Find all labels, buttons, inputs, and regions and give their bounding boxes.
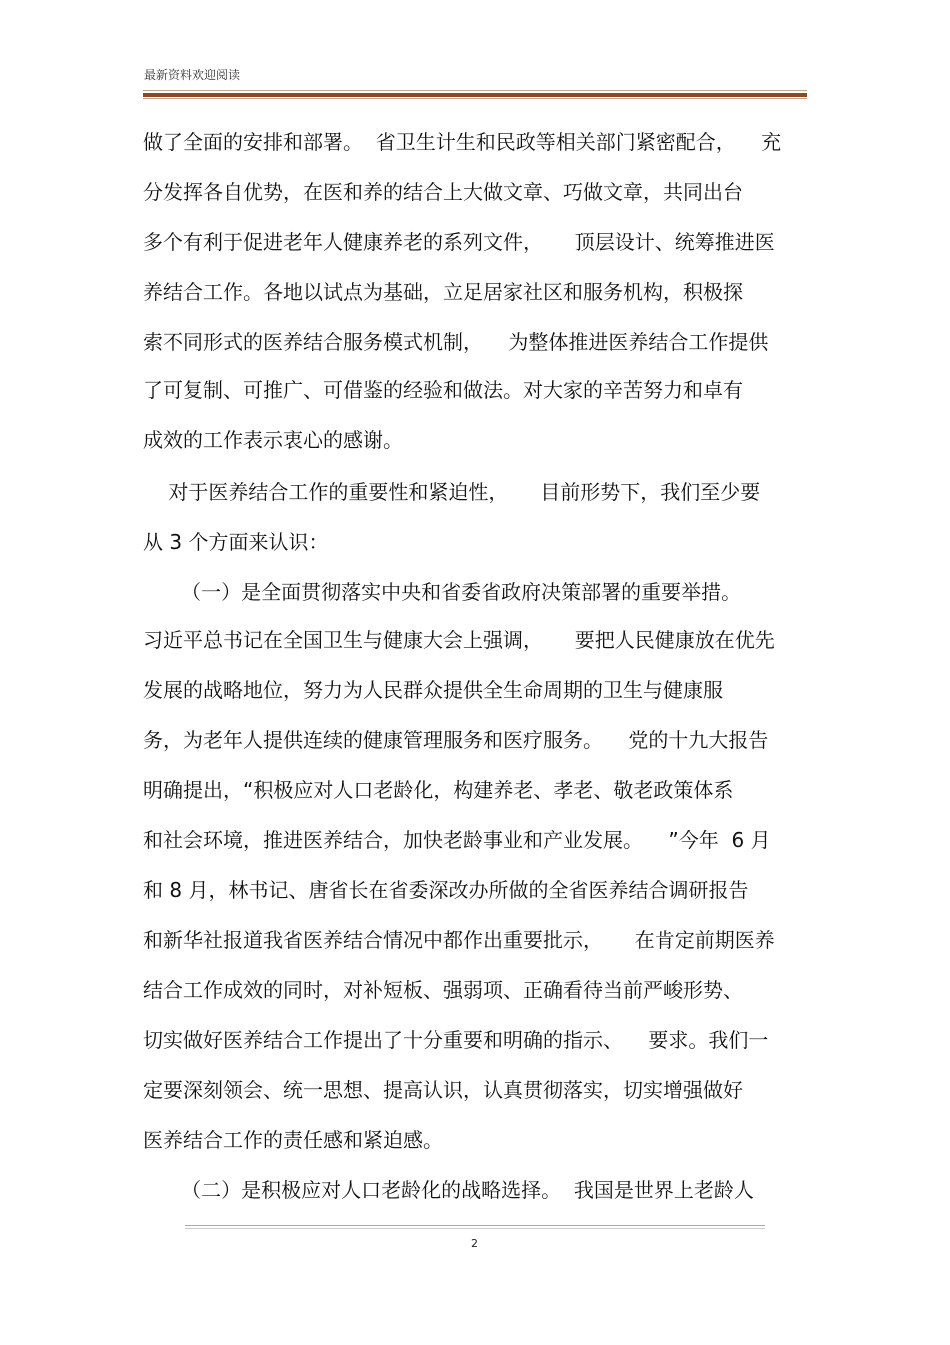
- text-line: 了可复制、可推广、可借鉴的经验和做法。对大家的辛苦努力和卓有: [143, 378, 743, 402]
- text-line: 定要深刻领会、统一思想、提高认识，认真贯彻落实，切实增强做好: [143, 1078, 743, 1102]
- text-line: 切实做好医养结合工作提出了十分重要和明确的指示、 要求。我们一: [143, 1028, 769, 1052]
- text-line: （二）是积极应对人口老龄化的战略选择。 我国是世界上老龄人: [143, 1178, 754, 1202]
- text-line: 和社会环境，推进医养结合，加快老龄事业和产业发展。 ”今年 6 月: [143, 828, 771, 852]
- text-line: 养结合工作。各地以试点为基础，立足居家社区和服务机构，积极探: [143, 280, 743, 304]
- footer-rule: [185, 1225, 765, 1229]
- text-line: 多个有利于促进老年人健康养老的系列文件， 顶层设计、统筹推进医: [143, 230, 775, 254]
- header-rule: [143, 90, 807, 100]
- page-number: 2: [471, 1237, 478, 1250]
- text-line: 结合工作成效的同时，对补短板、强弱项、正确看待当前严峻形势、: [143, 978, 743, 1002]
- text-line: 分发挥各自优势，在医和养的结合上大做文章、巧做文章，共同出台: [143, 180, 743, 204]
- text-line: 成效的工作表示衷心的感谢。: [143, 428, 403, 452]
- text-line: 务，为老年人提供连续的健康管理服务和医疗服务。 党的十九大报告: [143, 728, 769, 752]
- text-line: 索不同形式的医养结合服务模式机制， 为整体推进医养结合工作提供: [143, 330, 769, 354]
- text-line: （一）是全面贯彻落实中央和省委省政府决策部署的重要举措。: [143, 580, 742, 604]
- text-line: 和新华社报道我省医养结合情况中都作出重要批示， 在肯定前期医养: [143, 928, 775, 952]
- text-line: 习近平总书记在全国卫生与健康大会上强调， 要把人民健康放在优先: [143, 628, 775, 652]
- text-line: 对于医养结合工作的重要性和紧迫性， 目前形势下，我们至少要: [143, 480, 761, 504]
- text-line: 发展的战略地位，努力为人民群众提供全生命周期的卫生与健康服: [143, 678, 723, 702]
- text-line: 明确提出，“积极应对人口老龄化，构建养老、孝老、敬老政策体系: [143, 778, 734, 802]
- text-line: 从 3 个方面来认识：: [143, 530, 329, 554]
- header-text: 最新资料欢迎阅读: [144, 68, 241, 82]
- text-line: 做了全面的安排和部署。 省卫生计生和民政等相关部门紧密配合， 充: [143, 130, 782, 154]
- text-line: 医养结合工作的责任感和紧迫感。: [143, 1128, 443, 1152]
- text-line: 和 8 月，林书记、唐省长在省委深改办所做的全省医养结合调研报告: [143, 878, 749, 902]
